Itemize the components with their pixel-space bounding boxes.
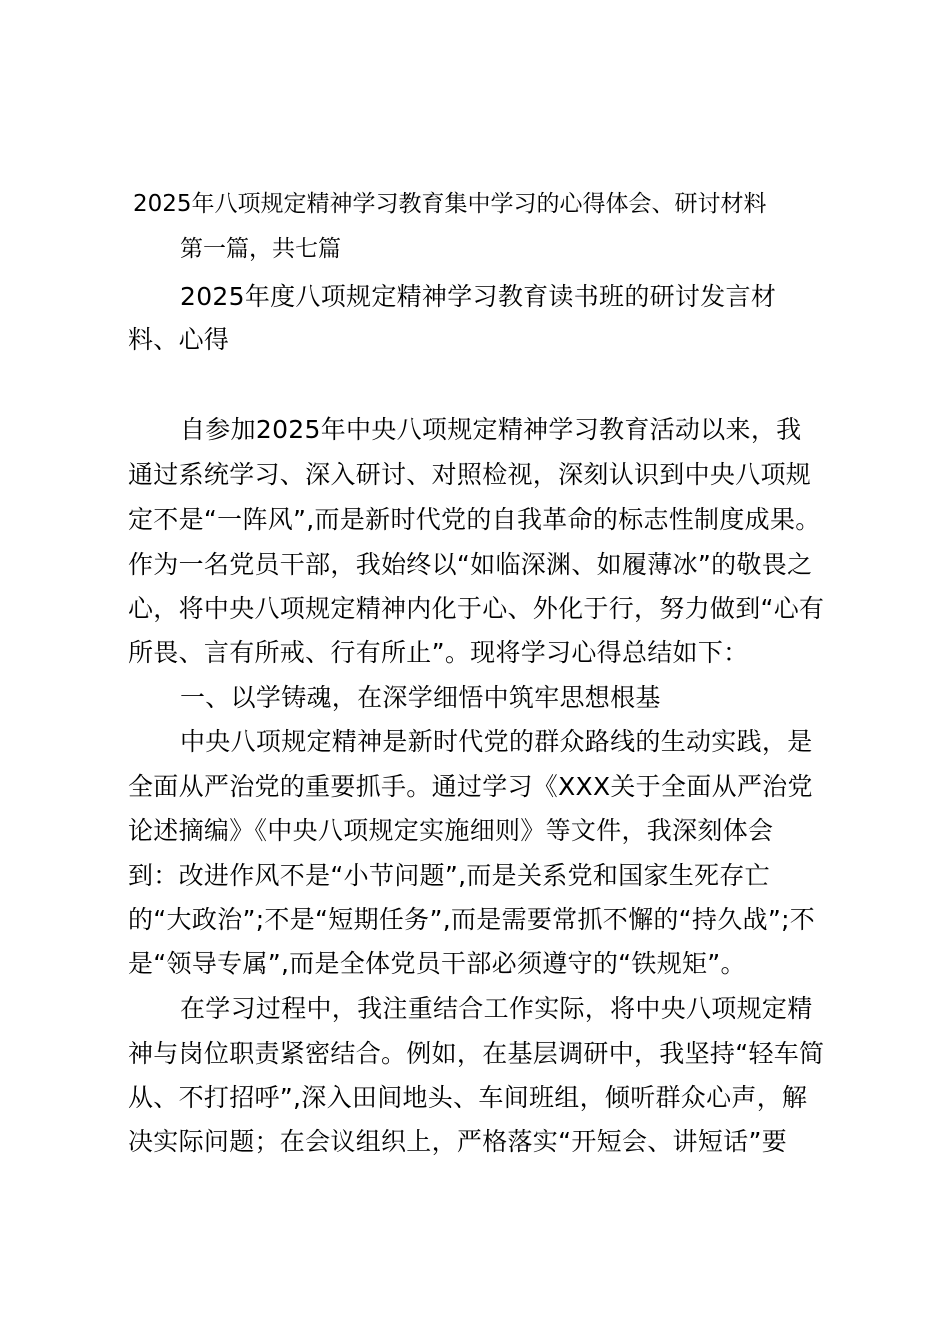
paragraph-line: 全面从严治党的重要抓手。通过学习《XXX关于全面从严治党 [128, 772, 813, 801]
paragraph-line: 论述摘编》《中央八项规定实施细则》等文件，我深刻体会 [128, 816, 774, 845]
paragraph-line: 的“大政治”;不是“短期任务”,而是需要常抓不懈的“持久战”;不 [128, 905, 816, 934]
intro-line: 自参加2025年中央八项规定精神学习教育活动以来，我 [180, 415, 802, 444]
header-line-1: 2025年八项规定精神学习教育集中学习的心得体会、研讨材料 [133, 191, 767, 217]
paragraph-line: 神与岗位职责紧密结合。例如，在基层调研中，我坚持“轻车简 [128, 1039, 825, 1068]
intro-line: 作为一名党员干部，我始终以“如临深渊、如履薄冰”的敬畏之 [128, 550, 813, 579]
intro-line: 心，将中央八项规定精神内化于心、外化于行，努力做到“心有 [128, 594, 825, 623]
paragraph-line: 在学习过程中，我注重结合工作实际，将中央八项规定精 [180, 994, 813, 1023]
paragraph-line: 决实际问题；在会议组织上，严格落实“开短会、讲短话”要 [128, 1127, 788, 1156]
section-heading: 一、以学铸魂，在深学细悟中筑牢思想根基 [180, 683, 661, 712]
header-line-2: 第一篇，共七篇 [180, 236, 341, 262]
title-line-2: 料、心得 [128, 325, 230, 354]
paragraph-line: 是“领导专属”,而是全体党员干部必须遵守的“铁规矩”。 [128, 949, 746, 978]
paragraph-line: 到：改进作风不是“小节问题”,而是关系党和国家生死存亡 [128, 861, 770, 890]
intro-line: 定不是“一阵风”,而是新时代党的自我革命的标志性制度成果。 [128, 505, 821, 534]
title-line-1: 2025年度八项规定精神学习教育读书班的研讨发言材 [180, 282, 777, 311]
paragraph-line: 从、不打招呼”,深入田间地头、车间班组，倾听群众心声，解 [128, 1083, 808, 1112]
paragraph-line: 中央八项规定精神是新时代党的群众路线的生动实践，是 [180, 727, 813, 756]
intro-line: 所畏、言有所戒、行有所止”。现将学习心得总结如下： [128, 638, 749, 667]
intro-line: 通过系统学习、深入研讨、对照检视，深刻认识到中央八项规 [128, 460, 812, 489]
